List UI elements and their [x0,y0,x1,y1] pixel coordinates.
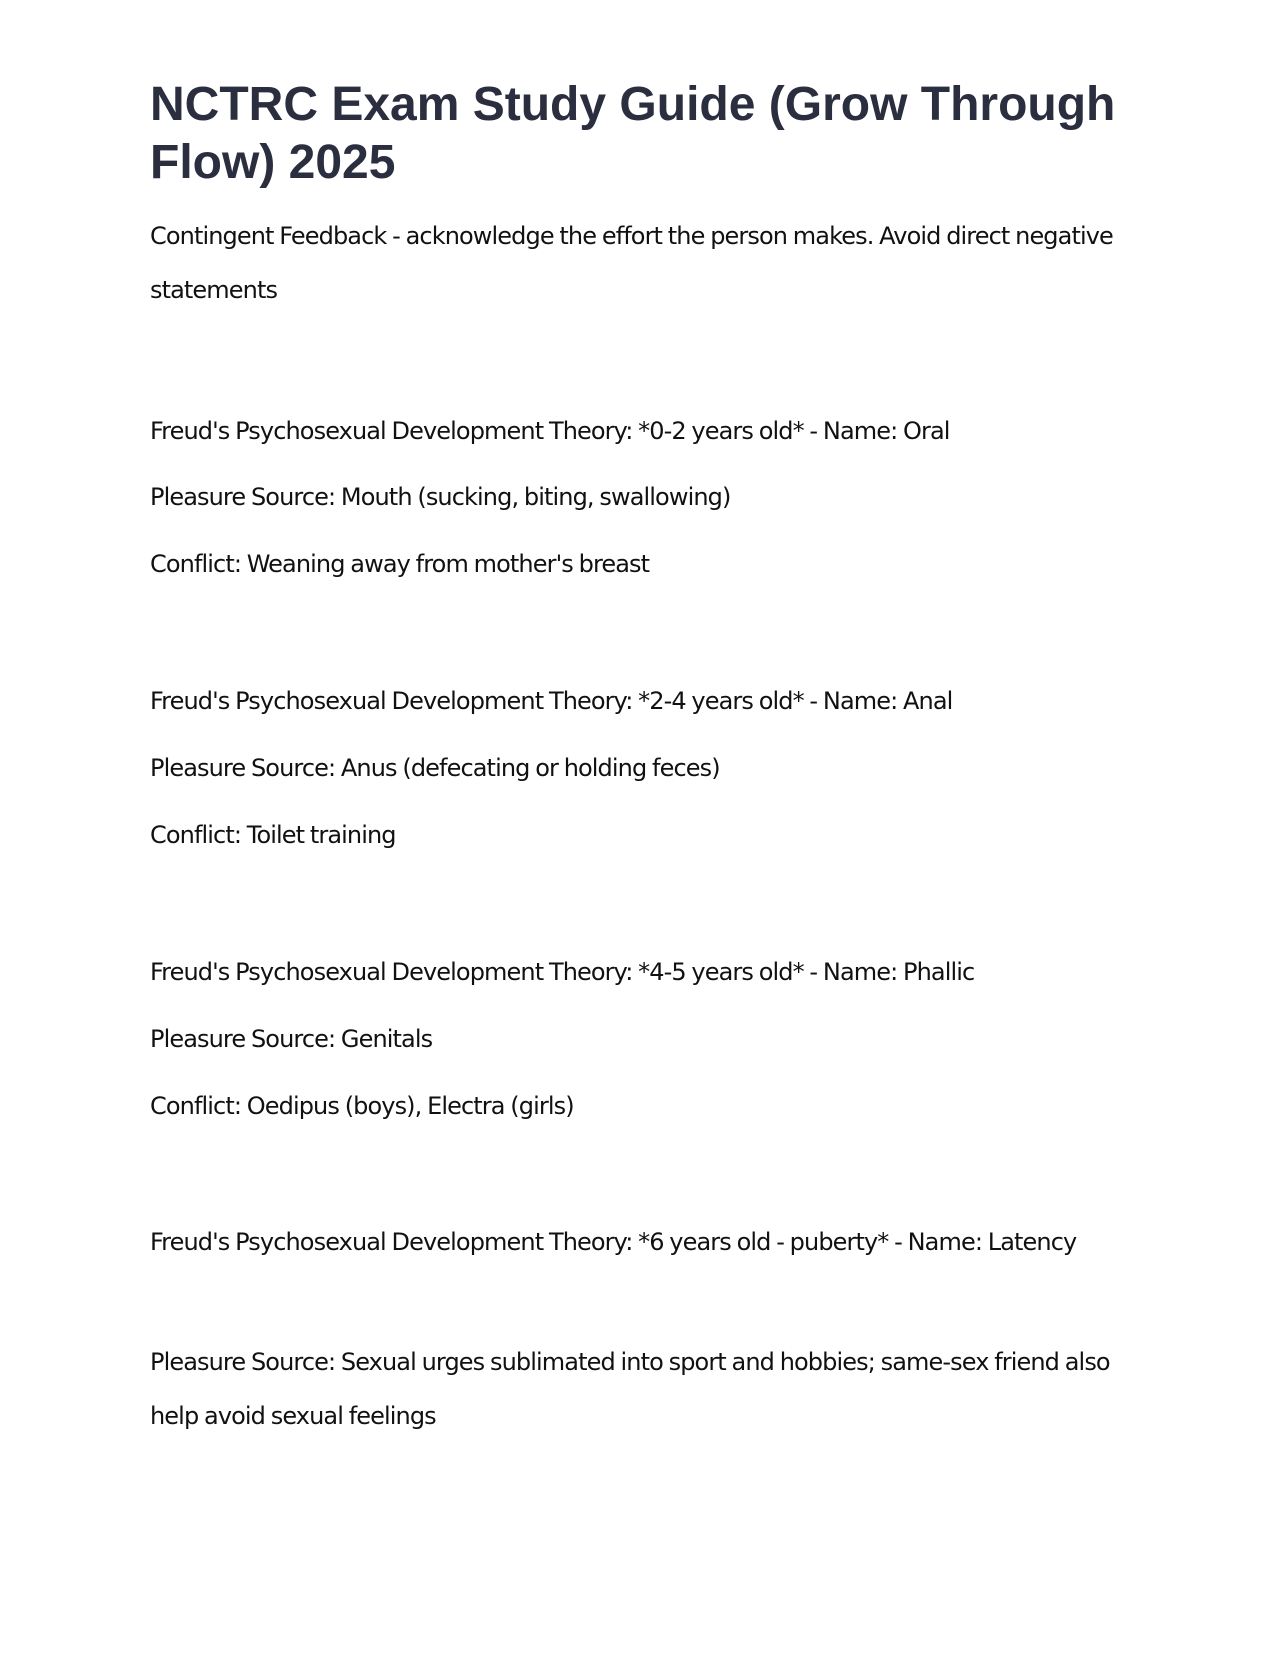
document-title: NCTRC Exam Study Guide (Grow Through Flow) 2025 [150,78,1116,189]
paragraph-phallic-stage: Freud's Psychosexual Development Theory: *4-5 years old* - Name: Phallic [150,958,975,986]
paragraph-latency-pleasure-source: Pleasure Source: Sexual urges sublimated into sport and hobbies; same-sex friend also help avoid sexual feelings [150,1348,1110,1430]
paragraph-phallic-pleasure-source: Pleasure Source: Genitals [150,1025,433,1053]
paragraph-phallic-conflict: Conflict: Oedipus (boys), Electra (girls) [150,1092,574,1120]
paragraph-anal-conflict: Conflict: Toilet training [150,821,396,849]
paragraph-oral-pleasure-source: Pleasure Source: Mouth (sucking, biting, swallowing) [150,483,731,511]
paragraph-anal-pleasure-source: Pleasure Source: Anus (defecating or holding feces) [150,754,720,782]
paragraph-anal-stage: Freud's Psychosexual Development Theory: *2-4 years old* - Name: Anal [150,687,953,715]
paragraph-latency-stage: Freud's Psychosexual Development Theory: *6 years old - puberty* - Name: Latency [150,1228,1077,1256]
paragraph-contingent-feedback: Contingent Feedback - acknowledge the effort the person makes. Avoid direct negative statements [150,222,1113,304]
paragraph-oral-stage: Freud's Psychosexual Development Theory: *0-2 years old* - Name: Oral [150,417,950,445]
paragraph-oral-conflict: Conflict: Weaning away from mother's breast [150,550,650,578]
